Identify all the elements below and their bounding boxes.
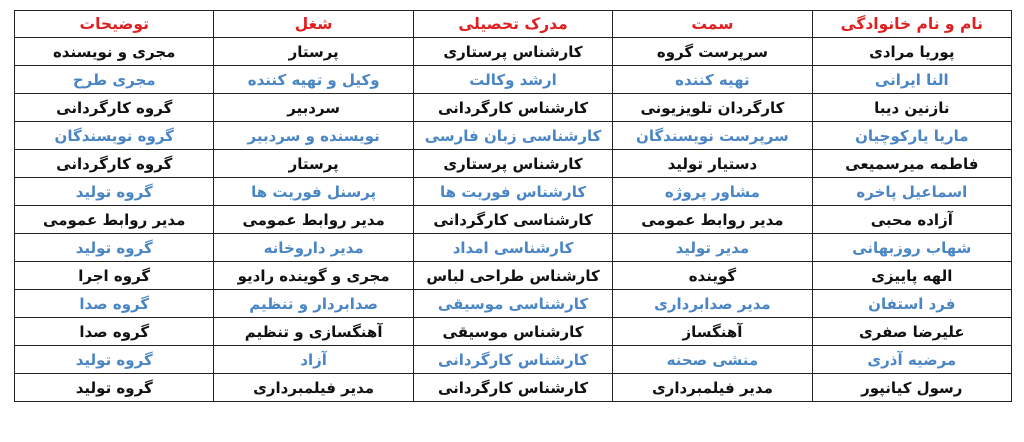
table-row: [15, 374, 1012, 402]
cell-notes: گروه نویسندگان: [15, 122, 214, 150]
header-job: شغل: [214, 11, 413, 38]
cell-notes: گروه تولید: [15, 346, 214, 374]
table-row: [15, 234, 1012, 262]
cell-degree: کارشناس کارگردانی: [413, 374, 612, 402]
cell-job: وکیل و تهیه کننده: [214, 66, 413, 94]
staff-table-container: [14, 10, 1012, 430]
table-body: [15, 38, 1012, 402]
cell-job: آهنگسازی و تنظیم: [214, 318, 413, 346]
cell-notes: مدیر روابط عمومی: [15, 206, 214, 234]
staff-table: [14, 10, 1012, 402]
table-row: [15, 38, 1012, 66]
header-position: سمت: [613, 11, 812, 38]
cell-degree: کارشناس موسیقی: [413, 318, 612, 346]
table-row: [15, 178, 1012, 206]
table-row: [15, 346, 1012, 374]
cell-job: مدیر داروخانه: [214, 234, 413, 262]
cell-job: نویسنده و سردبیر: [214, 122, 413, 150]
cell-job: پرستار: [214, 38, 413, 66]
cell-job: مدیر فیلمبرداری: [214, 374, 413, 402]
cell-degree: کارشناسی زبان فارسی: [413, 122, 612, 150]
cell-job: پرسنل فوریت ها: [214, 178, 413, 206]
cell-position: آهنگساز: [613, 318, 812, 346]
cell-degree: کارشناس پرستاری: [413, 38, 612, 66]
cell-degree: کارشناس کارگردانی: [413, 346, 612, 374]
cell-position: مشاور پروژه: [613, 178, 812, 206]
cell-name: النا ایرانی: [812, 66, 1011, 94]
cell-notes: گروه صدا: [15, 318, 214, 346]
cell-job: سردبیر: [214, 94, 413, 122]
table-row: [15, 150, 1012, 178]
cell-notes: گروه تولید: [15, 234, 214, 262]
cell-name: مرضیه آذری: [812, 346, 1011, 374]
cell-notes: گروه تولید: [15, 178, 214, 206]
header-notes: توضیحات: [15, 11, 214, 38]
cell-name: فاطمه میرسمیعی: [812, 150, 1011, 178]
cell-job: آزاد: [214, 346, 413, 374]
cell-degree: کارشناس پرستاری: [413, 150, 612, 178]
cell-name: فرد استفان: [812, 290, 1011, 318]
header-degree: مدرک تحصیلی: [413, 11, 612, 38]
cell-degree: کارشناسی موسیقی: [413, 290, 612, 318]
cell-notes: گروه کارگردانی: [15, 150, 214, 178]
cell-name: علیرضا صفری: [812, 318, 1011, 346]
cell-degree: کارشناسی کارگردانی: [413, 206, 612, 234]
cell-position: مدیر صدابرداری: [613, 290, 812, 318]
table-row: [15, 262, 1012, 290]
cell-name: آزاده محبی: [812, 206, 1011, 234]
cell-name: نازنین دیبا: [812, 94, 1011, 122]
table-header-row: [15, 11, 1012, 38]
cell-job: پرستار: [214, 150, 413, 178]
cell-job: مدیر روابط عمومی: [214, 206, 413, 234]
cell-notes: مجری و نویسنده: [15, 38, 214, 66]
cell-name: پوریا مرادی: [812, 38, 1011, 66]
cell-position: منشی صحنه: [613, 346, 812, 374]
cell-position: کارگردان تلویزیونی: [613, 94, 812, 122]
table-row: [15, 94, 1012, 122]
table-row: [15, 290, 1012, 318]
cell-degree: کارشناس فوریت ها: [413, 178, 612, 206]
table-row: [15, 66, 1012, 94]
cell-job: صدابردار و تنظیم: [214, 290, 413, 318]
cell-degree: کارشناسی امداد: [413, 234, 612, 262]
cell-degree: کارشناس کارگردانی: [413, 94, 612, 122]
cell-notes: گروه صدا: [15, 290, 214, 318]
cell-position: تهیه کننده: [613, 66, 812, 94]
cell-notes: گروه اجرا: [15, 262, 214, 290]
cell-position: مدیر روابط عمومی: [613, 206, 812, 234]
cell-position: سرپرست نویسندگان: [613, 122, 812, 150]
table-row: [15, 122, 1012, 150]
cell-name: رسول کیانپور: [812, 374, 1011, 402]
cell-notes: گروه کارگردانی: [15, 94, 214, 122]
cell-job: مجری و گوینده رادیو: [214, 262, 413, 290]
cell-position: مدیر فیلمبرداری: [613, 374, 812, 402]
table-row: [15, 318, 1012, 346]
table-row: [15, 206, 1012, 234]
cell-position: گوینده: [613, 262, 812, 290]
cell-name: الهه پاییزی: [812, 262, 1011, 290]
cell-notes: گروه تولید: [15, 374, 214, 402]
cell-position: دستیار تولید: [613, 150, 812, 178]
cell-name: ماریا یارکوچیان: [812, 122, 1011, 150]
cell-notes: مجری طرح: [15, 66, 214, 94]
cell-name: اسماعیل پاخره: [812, 178, 1011, 206]
header-name: نام و نام خانوادگی: [812, 11, 1011, 38]
cell-degree: کارشناس طراحی لباس: [413, 262, 612, 290]
cell-position: سرپرست گروه: [613, 38, 812, 66]
cell-degree: ارشد وکالت: [413, 66, 612, 94]
cell-position: مدیر تولید: [613, 234, 812, 262]
cell-name: شهاب روزبهانی: [812, 234, 1011, 262]
